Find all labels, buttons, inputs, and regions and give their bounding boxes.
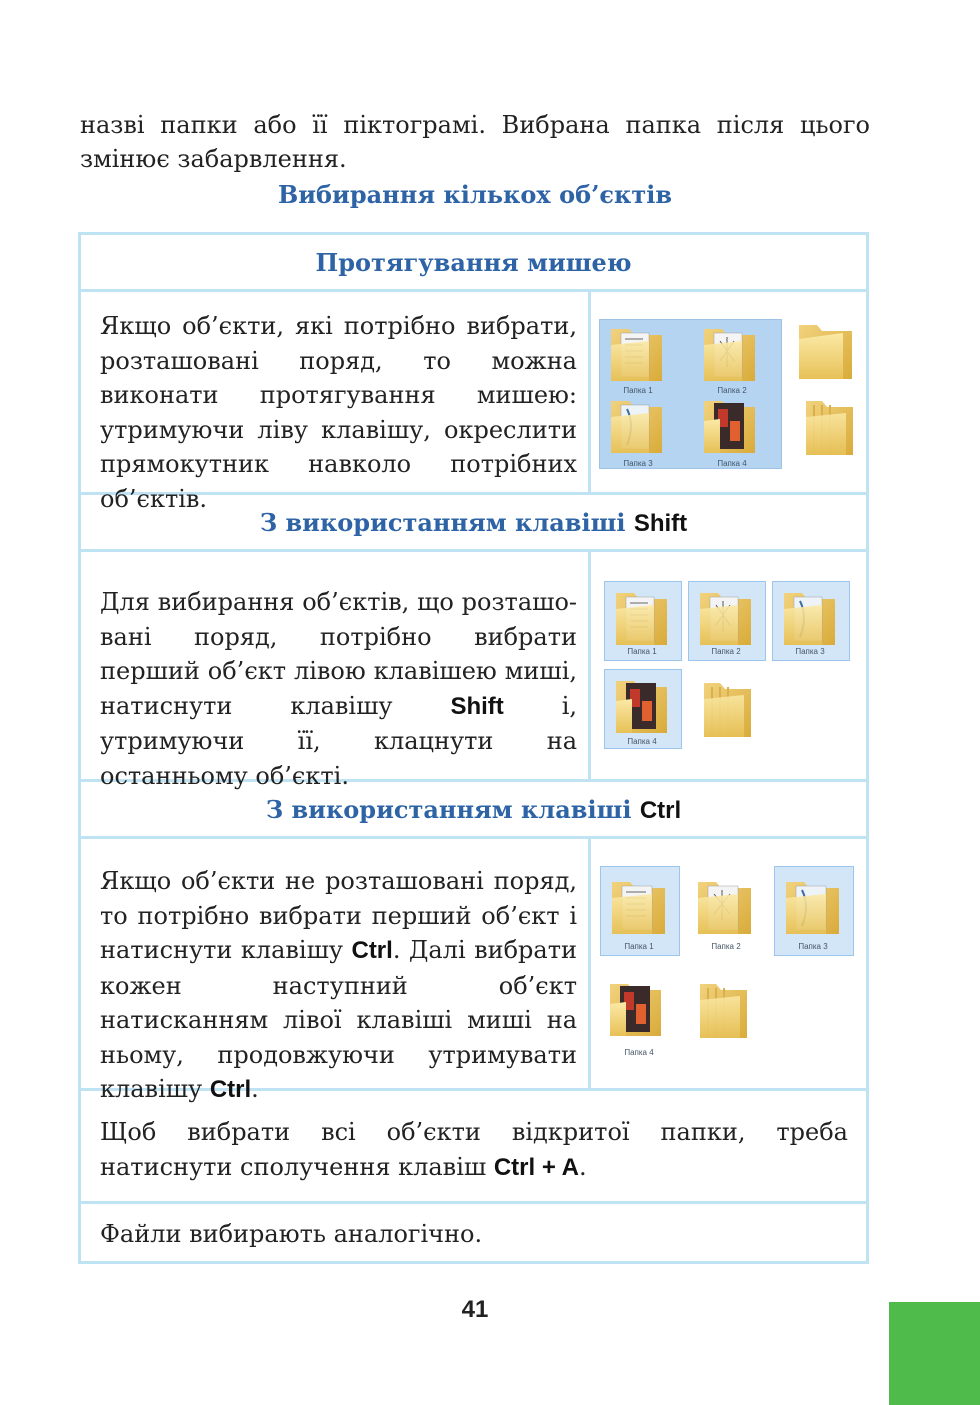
divider xyxy=(78,549,869,552)
column-divider xyxy=(588,292,591,492)
shift-text-part: і, утримуючи її, клацнути на останньому об’єкті. xyxy=(100,691,577,790)
column-divider xyxy=(588,839,591,1088)
ctrl-text-part: Якщо об’єкти не розташовані поряд, то потрібно вибрати перший об’єкт і натиснути клавішу xyxy=(100,867,577,964)
folder-icon xyxy=(795,317,859,383)
ctrl-key-inline: Ctrl xyxy=(209,1076,252,1103)
folder-caption: Папка 3 xyxy=(623,459,653,468)
folder-icon xyxy=(606,974,666,1040)
ctrl-text-part: . Далі вибрати кожен наступний об’єкт натисканням лівої клавіші миші на ньому, продовжуючи утримувати клавішу xyxy=(100,936,577,1103)
folder-icon xyxy=(694,976,752,1042)
folder-icon xyxy=(608,872,670,938)
select-all-text-part: Щоб вибрати всі об’єкти відкритої папки, треба натиснути сполучення клавіш xyxy=(100,1118,848,1181)
ctrl-description xyxy=(100,864,577,1108)
folder-icon xyxy=(700,319,760,385)
ctrl-row-title xyxy=(80,795,867,825)
folder-icon xyxy=(698,677,756,739)
folder-caption: Папка 2 xyxy=(711,942,741,951)
select-all-key-inline: Ctrl + A xyxy=(493,1153,579,1181)
folder-caption: Папка 2 xyxy=(711,647,741,656)
folder-icon xyxy=(607,391,667,457)
folder-caption: Папка 1 xyxy=(623,386,653,395)
ctrl-key-label: Ctrl xyxy=(639,797,682,824)
folder-icon xyxy=(782,872,844,938)
column-divider xyxy=(588,552,591,779)
folder-caption: Папка 4 xyxy=(717,459,747,468)
intro-paragraph: назві папки або її піктограмі. Вибрана папка після цього змінює забарвлення. xyxy=(80,111,870,173)
page-tab-marker xyxy=(889,1302,980,1405)
shift-description xyxy=(100,585,577,793)
shift-selection-illustration xyxy=(604,581,854,751)
folder-caption: Папка 1 xyxy=(627,647,657,656)
shift-key-label: Shift xyxy=(633,510,688,537)
ctrl-selection-illustration xyxy=(600,866,856,1066)
folder-icon xyxy=(800,393,858,459)
divider xyxy=(78,836,869,839)
folder-caption: Папка 4 xyxy=(627,737,657,746)
shift-row-title xyxy=(80,508,867,538)
folder-icon xyxy=(694,872,756,938)
divider xyxy=(78,289,869,292)
files-note: Файли вибирають аналогічно. xyxy=(100,1220,483,1248)
shift-key-inline: Shift xyxy=(450,692,504,720)
shift-title-text: З використанням клавіші xyxy=(259,508,626,537)
folder-icon xyxy=(612,585,672,647)
select-all-text-part: . xyxy=(578,1152,587,1181)
ctrl-text-part: . xyxy=(251,1075,259,1103)
folder-caption: Папка 1 xyxy=(624,942,654,951)
folder-icon xyxy=(696,585,756,647)
drag-row-title: Протягування мишею xyxy=(315,248,632,277)
folder-caption: Папка 3 xyxy=(798,942,828,951)
ctrl-key-inline: Ctrl xyxy=(351,937,393,964)
folder-icon xyxy=(780,585,840,647)
divider xyxy=(78,1201,869,1204)
select-all-note xyxy=(100,1115,848,1185)
ctrl-title-text: З використанням клавіші xyxy=(265,795,632,824)
folder-icon xyxy=(612,673,672,735)
folder-icon xyxy=(607,319,667,385)
page-number: 41 xyxy=(461,1296,489,1323)
section-heading: Вибирання кількох об’єктів xyxy=(277,180,673,209)
drag-selection-illustration xyxy=(597,315,862,470)
folder-caption: Папка 2 xyxy=(717,386,747,395)
folder-icon xyxy=(700,391,760,457)
folder-caption: Папка 4 xyxy=(624,1048,654,1057)
shift-text-part: Для вибирання об’єктів, що розташовані поряд, потрібно вибрати перший об’єкт лівою клавішею миші, натиснути клавішу xyxy=(100,588,577,720)
folder-caption: Папка 3 xyxy=(795,647,825,656)
drag-description: Якщо об’єкти, які потрібно вибрати, розташовані поряд, то можна виконати протягування мишею: утримуючи ліву клавішу, окреслити прямокутник навколо потрібних об’єктів. xyxy=(100,312,577,513)
